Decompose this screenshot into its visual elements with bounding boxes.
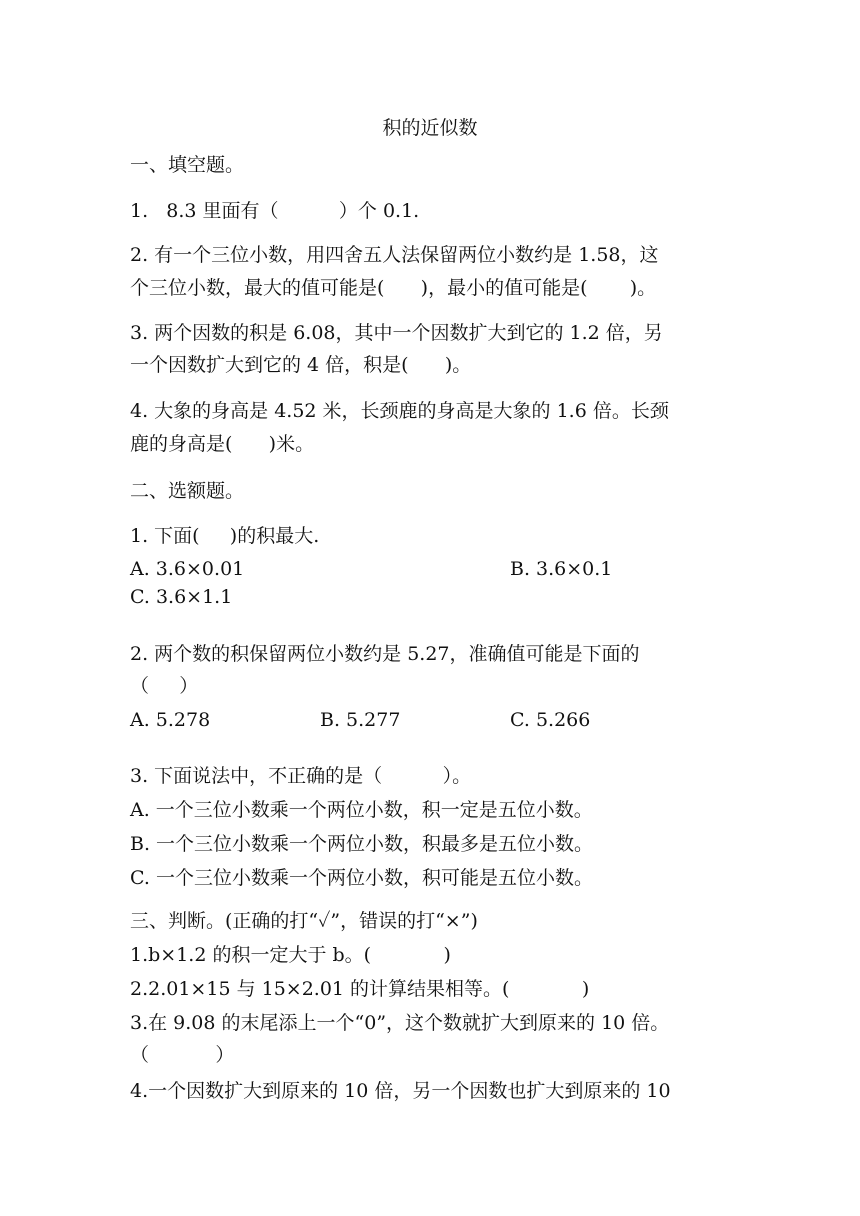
judge-q3-line2: （ ） bbox=[130, 1044, 235, 1066]
choice-q2-option-a: A. 5.278 bbox=[130, 709, 211, 731]
judge-q4: 4.一个因数扩大到原来的 10 倍，另一个因数也扩大到原来的 10 bbox=[130, 1080, 671, 1102]
choice-q2-option-b: B. 5.277 bbox=[320, 709, 401, 731]
choice-q3: 3. 下面说法中，不正确的是（ ）。 bbox=[130, 765, 472, 787]
fill-q2-line2: 个三位小数，最大的值可能是( )，最小的值可能是( )。 bbox=[130, 277, 657, 299]
fill-q1: 1. 8.3 里面有（ ）个 0.1. bbox=[130, 200, 420, 222]
section-2-heading: 二、选额题。 bbox=[130, 480, 245, 502]
choice-q2-line1: 2. 两个数的积保留两位小数约是 5.27，准确值可能是下面的 bbox=[130, 643, 640, 665]
choice-q1-option-b: B. 3.6×0.1 bbox=[510, 558, 613, 580]
choice-q2-line2: （ ） bbox=[130, 675, 199, 697]
fill-q2-line1: 2. 有一个三位小数，用四舍五人法保留两位小数约是 1.58，这 bbox=[130, 244, 659, 266]
judge-q2: 2.2.01×15 与 15×2.01 的计算结果相等。( ) bbox=[130, 978, 590, 1000]
judge-q1: 1.b×1.2 的积一定大于 b。( ) bbox=[130, 944, 451, 966]
choice-q1-option-a: A. 3.6×0.01 bbox=[130, 558, 245, 580]
choice-q3-option-b: B. 一个三位小数乘一个两位小数，积最多是五位小数。 bbox=[130, 833, 594, 855]
choice-q1-option-c: C. 3.6×1.1 bbox=[130, 586, 233, 608]
choice-q2-option-c: C. 5.266 bbox=[510, 709, 591, 731]
choice-q3-option-a: A. 一个三位小数乘一个两位小数，积一定是五位小数。 bbox=[130, 799, 593, 821]
page-title: 积的近似数 bbox=[382, 117, 478, 139]
section-3-heading: 三、判断。(正确的打“✓”，错误的打“×”) bbox=[130, 910, 478, 932]
fill-q4-line1: 4. 大象的身高是 4.52 米，长颈鹿的身高是大象的 1.6 倍。长颈 bbox=[130, 400, 669, 422]
judge-q3-line1: 3.在 9.08 的末尾添上一个“0”，这个数就扩大到原来的 10 倍。 bbox=[130, 1012, 670, 1034]
fill-q3-line2: 一个因数扩大到它的 4 倍，积是( )。 bbox=[130, 354, 472, 376]
choice-q3-option-c: C. 一个三位小数乘一个两位小数，积可能是五位小数。 bbox=[130, 867, 593, 889]
fill-q3-line1: 3. 两个因数的积是 6.08，其中一个因数扩大到它的 1.2 倍，另 bbox=[130, 322, 663, 344]
choice-q1: 1. 下面( )的积最大. bbox=[130, 525, 320, 547]
fill-q4-line2: 鹿的身高是( )米。 bbox=[130, 433, 315, 455]
section-1-heading: 一、填空题。 bbox=[130, 154, 245, 176]
